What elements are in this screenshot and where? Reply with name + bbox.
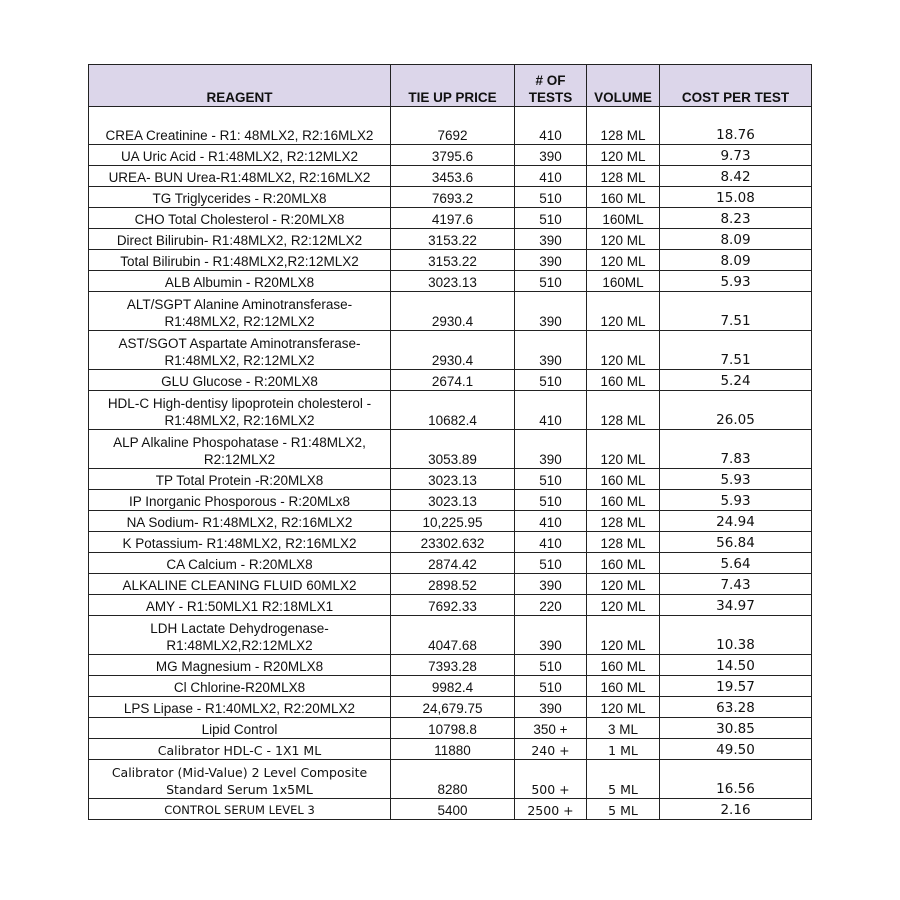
cell-reagent: K Potassium- R1:48MLX2, R2:16MLX2: [89, 532, 391, 553]
cell-cost-per-test: 8.42: [660, 166, 812, 187]
cell-tie-up-price: 2674.1: [391, 370, 515, 391]
cell-tie-up-price: 10682.4: [391, 391, 515, 430]
cell-tie-up-price: 9982.4: [391, 676, 515, 697]
table-row: [89, 370, 812, 391]
cell-cost-per-test: 8.09: [660, 229, 812, 250]
cell-cost-per-test: 7.43: [660, 574, 812, 595]
cell-volume: 120 ML: [587, 574, 660, 595]
table-row: [89, 655, 812, 676]
cell-reagent: TP Total Protein -R:20MLX8: [89, 469, 391, 490]
cell-reagent: AST/SGOT Aspartate Aminotransferase- R1:48MLX2, R2:12MLX2: [89, 331, 391, 370]
cell-cost-per-test: 15.08: [660, 187, 812, 208]
table-row: [89, 250, 812, 271]
cell-cost-per-test: 24.94: [660, 511, 812, 532]
cell-reagent: LDH Lactate Dehydrogenase- R1:48MLX2,R2:12MLX2: [89, 616, 391, 655]
cell-reagent: ALB Albumin - R20MLX8: [89, 271, 391, 292]
table-row: [89, 490, 812, 511]
table-row: [89, 469, 812, 490]
header-cost-per-test: COST PER TEST: [660, 65, 812, 107]
table-body: [89, 107, 812, 820]
cell-tie-up-price: 5400: [391, 799, 515, 820]
cell-tie-up-price: 2930.4: [391, 292, 515, 331]
cell-number-of-tests: 390: [515, 430, 587, 469]
cell-tie-up-price: 8280: [391, 760, 515, 799]
cell-tie-up-price: 7692.33: [391, 595, 515, 616]
cell-reagent: Lipid Control: [89, 718, 391, 739]
cell-reagent: IP Inorganic Phosporous - R:20MLx8: [89, 490, 391, 511]
cell-number-of-tests: 510: [515, 208, 587, 229]
cell-cost-per-test: 5.24: [660, 370, 812, 391]
cell-volume: 120 ML: [587, 250, 660, 271]
cell-reagent: Direct Bilirubin- R1:48MLX2, R2:12MLX2: [89, 229, 391, 250]
cell-number-of-tests: 390: [515, 229, 587, 250]
cell-reagent: UREA- BUN Urea-R1:48MLX2, R2:16MLX2: [89, 166, 391, 187]
cell-tie-up-price: 3153.22: [391, 229, 515, 250]
cell-reagent: CREA Creatinine - R1: 48MLX2, R2:16MLX2: [89, 107, 391, 145]
cell-cost-per-test: 7.83: [660, 430, 812, 469]
header-tie-up-price: TIE UP PRICE: [391, 65, 515, 107]
cell-number-of-tests: 510: [515, 655, 587, 676]
table-row: [89, 799, 812, 820]
cell-number-of-tests: 220: [515, 595, 587, 616]
cell-reagent: CHO Total Cholesterol - R:20MLX8: [89, 208, 391, 229]
cell-volume: 160 ML: [587, 469, 660, 490]
table-row: [89, 553, 812, 574]
cell-reagent: CA Calcium - R:20MLX8: [89, 553, 391, 574]
cell-cost-per-test: 5.93: [660, 490, 812, 511]
cell-cost-per-test: 9.73: [660, 145, 812, 166]
cell-number-of-tests: 510: [515, 676, 587, 697]
cell-cost-per-test: 14.50: [660, 655, 812, 676]
cell-reagent: ALT/SGPT Alanine Aminotransferase- R1:48MLX2, R2:12MLX2: [89, 292, 391, 331]
cell-volume: 1 ML: [587, 739, 660, 760]
table-row: [89, 166, 812, 187]
cell-tie-up-price: 10798.8: [391, 718, 515, 739]
cell-reagent: NA Sodium- R1:48MLX2, R2:16MLX2: [89, 511, 391, 532]
table-row: [89, 208, 812, 229]
table-row: [89, 676, 812, 697]
table-row: [89, 760, 812, 799]
cell-number-of-tests: 240 +: [515, 739, 587, 760]
table-row: [89, 739, 812, 760]
cell-volume: 5 ML: [587, 760, 660, 799]
cell-number-of-tests: 410: [515, 532, 587, 553]
header-reagent: REAGENT: [89, 65, 391, 107]
cell-tie-up-price: 4197.6: [391, 208, 515, 229]
cell-number-of-tests: 390: [515, 292, 587, 331]
table-row: [89, 292, 812, 331]
cell-volume: 120 ML: [587, 595, 660, 616]
cell-cost-per-test: 8.23: [660, 208, 812, 229]
table-row: [89, 391, 812, 430]
cell-number-of-tests: 510: [515, 370, 587, 391]
cell-volume: 120 ML: [587, 331, 660, 370]
cell-number-of-tests: 510: [515, 553, 587, 574]
cell-tie-up-price: 24,679.75: [391, 697, 515, 718]
cell-volume: 128 ML: [587, 166, 660, 187]
cell-tie-up-price: 7693.2: [391, 187, 515, 208]
cell-number-of-tests: 390: [515, 145, 587, 166]
table-row: [89, 532, 812, 553]
cell-tie-up-price: 23302.632: [391, 532, 515, 553]
cell-cost-per-test: 5.93: [660, 271, 812, 292]
cell-cost-per-test: 26.05: [660, 391, 812, 430]
cell-tie-up-price: 3795.6: [391, 145, 515, 166]
cell-reagent: AMY - R1:50MLX1 R2:18MLX1: [89, 595, 391, 616]
cell-cost-per-test: 63.28: [660, 697, 812, 718]
cell-reagent: TG Triglycerides - R:20MLX8: [89, 187, 391, 208]
cell-tie-up-price: 3023.13: [391, 271, 515, 292]
cell-number-of-tests: 350 +: [515, 718, 587, 739]
cell-tie-up-price: 3053.89: [391, 430, 515, 469]
cell-cost-per-test: 10.38: [660, 616, 812, 655]
cell-number-of-tests: 510: [515, 271, 587, 292]
cell-number-of-tests: 390: [515, 250, 587, 271]
cell-cost-per-test: 18.76: [660, 107, 812, 145]
cell-reagent: MG Magnesium - R20MLX8: [89, 655, 391, 676]
cell-tie-up-price: 3023.13: [391, 490, 515, 511]
cell-cost-per-test: 19.57: [660, 676, 812, 697]
cell-number-of-tests: 390: [515, 574, 587, 595]
cell-cost-per-test: 49.50: [660, 739, 812, 760]
cell-volume: 120 ML: [587, 616, 660, 655]
cell-tie-up-price: 11880: [391, 739, 515, 760]
cell-volume: 160 ML: [587, 553, 660, 574]
table-row: [89, 145, 812, 166]
cell-reagent: ALKALINE CLEANING FLUID 60MLX2: [89, 574, 391, 595]
cell-volume: 120 ML: [587, 292, 660, 331]
cell-reagent: Cl Chlorine-R20MLX8: [89, 676, 391, 697]
table-row: [89, 511, 812, 532]
cell-tie-up-price: 10,225.95: [391, 511, 515, 532]
cell-number-of-tests: 410: [515, 511, 587, 532]
cell-volume: 160 ML: [587, 676, 660, 697]
cell-tie-up-price: 2874.42: [391, 553, 515, 574]
header-number-of-tests: # OF TESTS: [515, 65, 587, 107]
table-row: [89, 718, 812, 739]
cell-volume: 160ML: [587, 271, 660, 292]
cell-number-of-tests: 510: [515, 469, 587, 490]
cell-volume: 120 ML: [587, 229, 660, 250]
table-row: [89, 574, 812, 595]
cell-number-of-tests: 410: [515, 391, 587, 430]
cell-volume: 128 ML: [587, 532, 660, 553]
cell-reagent: Calibrator (Mid-Value) 2 Level Composite Standard Serum 1x5ML: [89, 760, 391, 799]
cell-cost-per-test: 30.85: [660, 718, 812, 739]
cell-volume: 120 ML: [587, 430, 660, 469]
cell-cost-per-test: 5.64: [660, 553, 812, 574]
cell-tie-up-price: 3453.6: [391, 166, 515, 187]
table-row: [89, 616, 812, 655]
header-volume: VOLUME: [587, 65, 660, 107]
cell-tie-up-price: 3153.22: [391, 250, 515, 271]
cell-cost-per-test: 56.84: [660, 532, 812, 553]
cell-number-of-tests: 2500 +: [515, 799, 587, 820]
cell-tie-up-price: 7692: [391, 107, 515, 145]
cell-cost-per-test: 16.56: [660, 760, 812, 799]
table-row: [89, 229, 812, 250]
cell-volume: 128 ML: [587, 511, 660, 532]
cell-number-of-tests: 510: [515, 187, 587, 208]
table-row: [89, 107, 812, 145]
cell-reagent: LPS Lipase - R1:40MLX2, R2:20MLX2: [89, 697, 391, 718]
table-row: [89, 595, 812, 616]
table-header-row: [89, 65, 812, 107]
reagent-price-table: [88, 64, 812, 820]
cell-number-of-tests: 390: [515, 331, 587, 370]
cell-reagent: Calibrator HDL-C - 1X1 ML: [89, 739, 391, 760]
cell-cost-per-test: 34.97: [660, 595, 812, 616]
cell-volume: 5 ML: [587, 799, 660, 820]
cell-volume: 160 ML: [587, 490, 660, 511]
cell-volume: 120 ML: [587, 697, 660, 718]
cell-volume: 3 ML: [587, 718, 660, 739]
cell-volume: 120 ML: [587, 145, 660, 166]
cell-cost-per-test: 7.51: [660, 292, 812, 331]
table-row: [89, 697, 812, 718]
cell-tie-up-price: 3023.13: [391, 469, 515, 490]
cell-cost-per-test: 8.09: [660, 250, 812, 271]
cell-reagent: CONTROL SERUM LEVEL 3: [89, 799, 391, 820]
cell-volume: 128 ML: [587, 107, 660, 145]
cell-number-of-tests: 510: [515, 490, 587, 511]
cell-volume: 128 ML: [587, 391, 660, 430]
table-row: [89, 187, 812, 208]
cell-volume: 160 ML: [587, 370, 660, 391]
cell-reagent: Total Bilirubin - R1:48MLX2,R2:12MLX2: [89, 250, 391, 271]
cell-volume: 160ML: [587, 208, 660, 229]
cell-cost-per-test: 2.16: [660, 799, 812, 820]
cell-tie-up-price: 7393.28: [391, 655, 515, 676]
cell-reagent: HDL-C High-dentisy lipoprotein cholesterol - R1:48MLX2, R2:16MLX2: [89, 391, 391, 430]
cell-reagent: GLU Glucose - R:20MLX8: [89, 370, 391, 391]
cell-volume: 160 ML: [587, 187, 660, 208]
cell-number-of-tests: 410: [515, 107, 587, 145]
cell-number-of-tests: 390: [515, 616, 587, 655]
cell-tie-up-price: 2930.4: [391, 331, 515, 370]
cell-number-of-tests: 500 +: [515, 760, 587, 799]
cell-number-of-tests: 390: [515, 697, 587, 718]
cell-cost-per-test: 7.51: [660, 331, 812, 370]
cell-cost-per-test: 5.93: [660, 469, 812, 490]
cell-number-of-tests: 410: [515, 166, 587, 187]
cell-tie-up-price: 2898.52: [391, 574, 515, 595]
cell-reagent: ALP Alkaline Phospohatase - R1:48MLX2, R2:12MLX2: [89, 430, 391, 469]
table-row: [89, 430, 812, 469]
cell-tie-up-price: 4047.68: [391, 616, 515, 655]
cell-reagent: UA Uric Acid - R1:48MLX2, R2:12MLX2: [89, 145, 391, 166]
cell-volume: 160 ML: [587, 655, 660, 676]
table-row: [89, 271, 812, 292]
table-row: [89, 331, 812, 370]
